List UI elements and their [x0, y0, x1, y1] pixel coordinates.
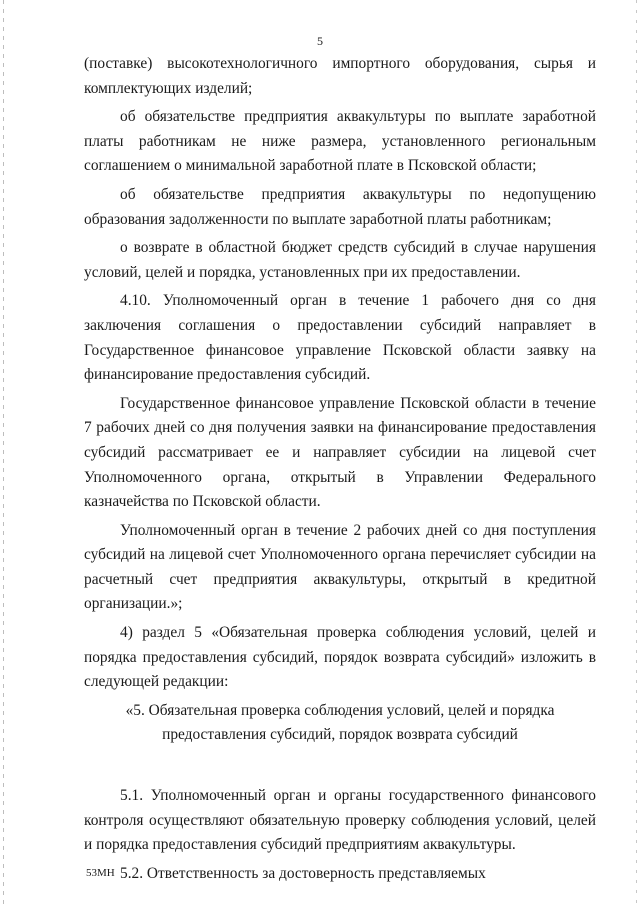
paragraph: 4.10. Уполномоченный орган в течение 1 рабочего дня со дня заключения соглашения о предоставлении субсидий направляет в Государственное финансовое управление Псковской области заявку на финансирование предоставления субсидий. — [84, 292, 596, 384]
paragraph: об обязательстве предприятия аквакультуры по недопущению образования задолженности по выплате заработной платы работникам; — [84, 185, 596, 228]
document-body — [84, 52, 596, 890]
paragraph: Государственное финансовое управление Псковской области в течение 7 рабочих дней со дня получения заявки на финансирование предоставления субсидий рассматривает ее и направляет субсидии на лицевой счет Уполномоченного органа, открытый в Управлении Федерального казначейства по Псковской области. — [84, 394, 596, 511]
paragraph: о возврате в областной бюджет средств субсидий в случае нарушения условий, целей и порядка, установленных при их предоставлении. — [84, 239, 596, 281]
scan-edge-right — [636, 0, 637, 905]
scan-edge-left — [3, 0, 4, 905]
paragraph: Уполномоченный орган в течение 2 рабочих дней со дня поступления субсидий на лицевой счет Уполномоченного органа перечисляет субсидии на расчетный счет предприятия аквакультуры, открытый в кредитной организации.»; — [84, 521, 596, 613]
paragraph: 4) раздел 5 «Обязательная проверка соблюдения условий, целей и порядка предоставления субсидий, порядок возврата субсидий» изложить в следующей редакции: — [84, 624, 596, 691]
paragraph: (поставке) высокотехнологичного импортного оборудования, сырья и комплектующих изделий; — [84, 55, 596, 97]
document-code: 53МН — [86, 867, 115, 879]
paragraph: 5.1. Уполномоченный орган и органы государственного финансового контроля осуществляют обязательную проверку соблюдения условий, целей и порядка предоставления субсидий предприятиям аквакультуры. — [84, 787, 596, 854]
page-number: 5 — [317, 34, 323, 48]
section-heading: «5. Обязательная проверка соблюдения условий, целей и порядка предоставления субсидий, порядок возврата субсидий — [125, 701, 555, 744]
paragraph: об обязательстве предприятия аквакультуры по выплате заработной платы работникам не ниже размера, установленного региональным соглашением о минимальной заработной плате в Псковской области; — [84, 108, 596, 175]
paragraph: 5.2. Ответственность за достоверность представляемых — [120, 864, 486, 882]
